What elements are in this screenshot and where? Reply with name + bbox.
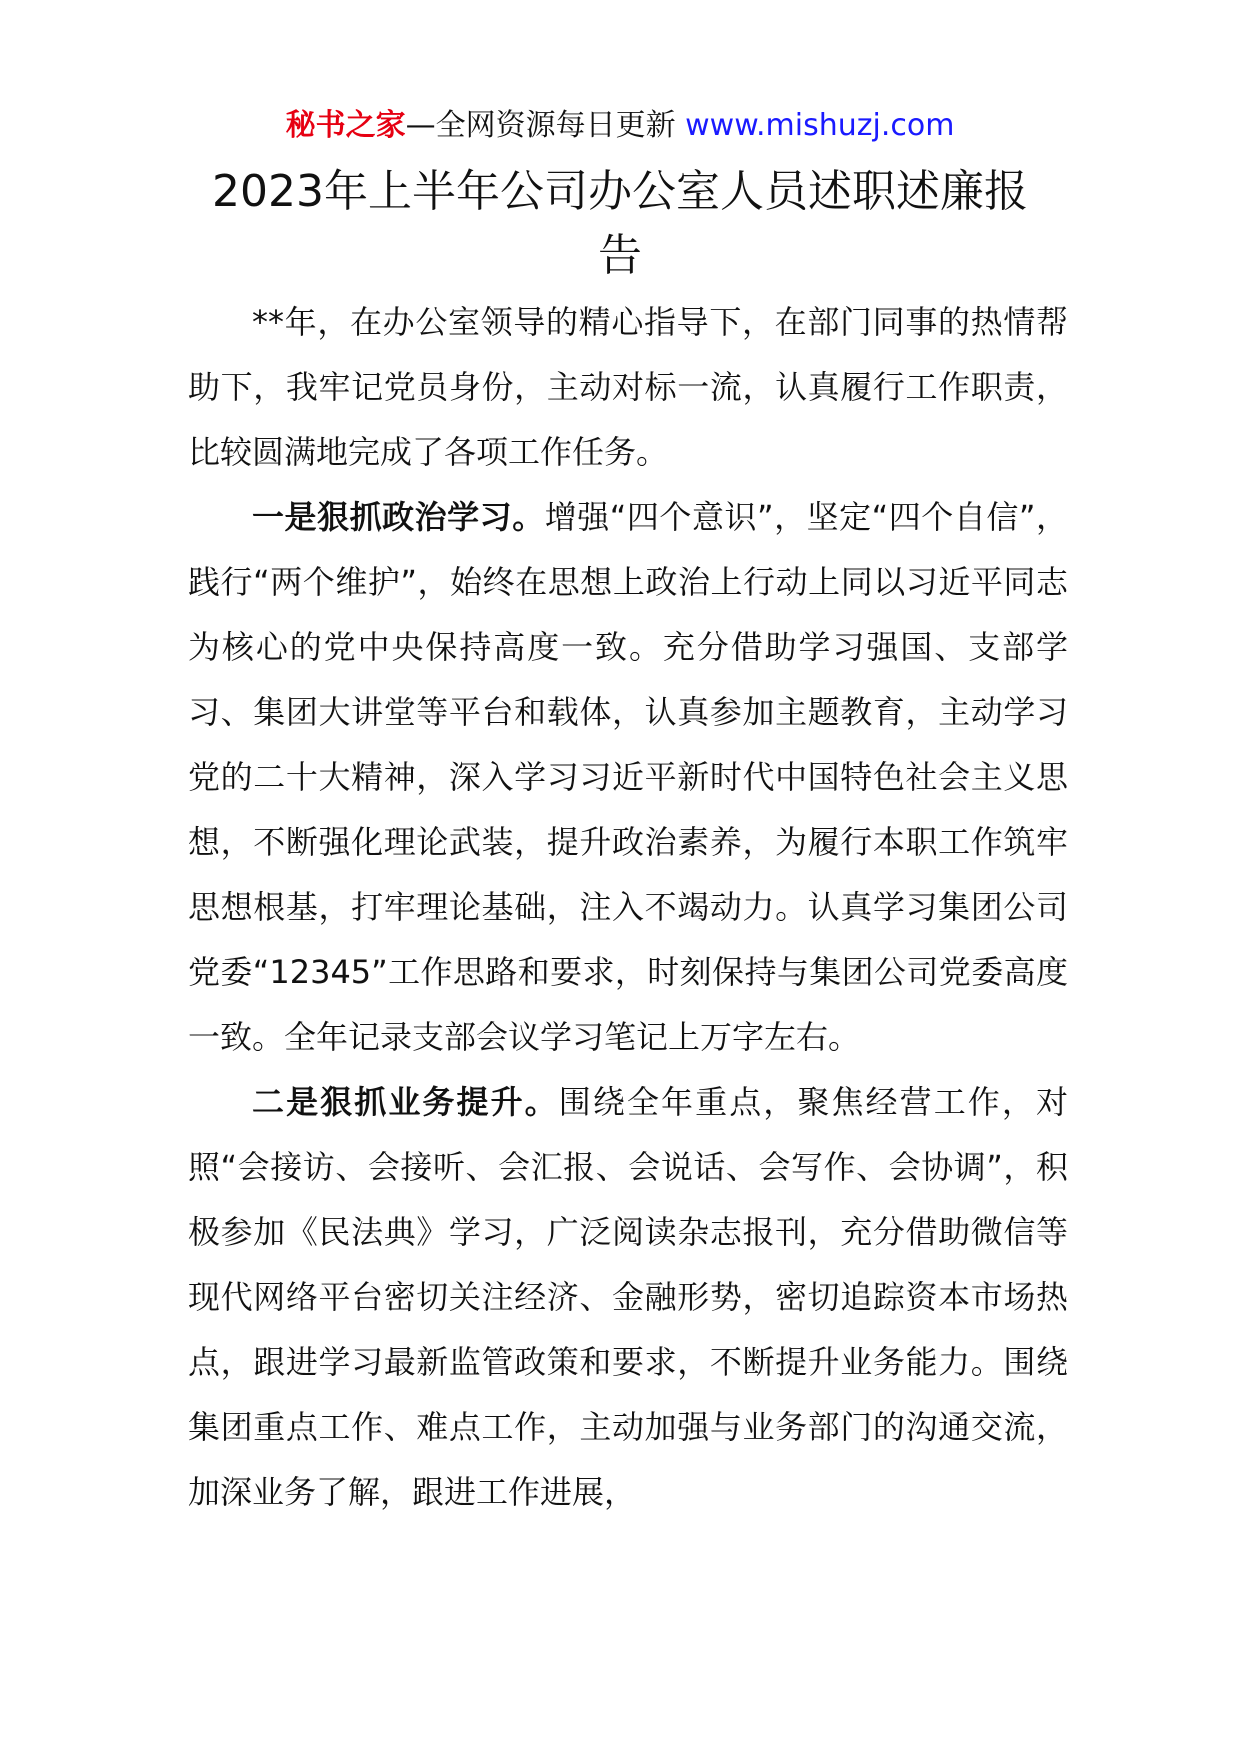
paragraph-intro — [188, 290, 1068, 485]
document-body — [188, 290, 1068, 1525]
paragraph-lead: 一是狠抓政治学习。 — [252, 498, 545, 536]
paragraph-business-improvement — [188, 1070, 1068, 1525]
paragraph-text: 增强“四个意识”，坚定“四个自信”，践行“两个维护”，始终在思想上政治上行动上同以习近平同志为核心的党中央保持高度一致。充分借助学习强国、支部学习、集团大讲堂等平台和载体，认真参加主题教育，主动学习党的二十大精神，深入学习习近平新时代中国特色社会主义思想，不断强化理论武装，提升政治素养，为履行本职工作筑牢思想根基，打牢理论基础，注入不竭动力。认真学习集团公司党委“12345”工作思路和要求，时刻保持与集团公司党委高度一致。全年记录支部会议学习笔记上万字左右。 — [188, 498, 1068, 1056]
paragraph-political-study — [188, 485, 1068, 1070]
site-url-link[interactable]: www.mishuzj.com — [685, 108, 955, 143]
paragraph-text: 围绕全年重点，聚焦经营工作，对照“会接访、会接听、会汇报、会说话、会写作、会协调”，积极参加《民法典》学习，广泛阅读杂志报刊，充分借助微信等现代网络平台密切关注经济、金融形势，密切追踪资本市场热点，跟进学习最新监管政策和要求，不断提升业务能力。围绕集团重点工作、难点工作，主动加强与业务部门的沟通交流，加深业务了解，跟进工作进展， — [188, 1083, 1068, 1511]
site-header — [0, 104, 1240, 148]
paragraph-text: **年，在办公室领导的精心指导下，在部门同事的热情帮助下，我牢记党员身份，主动对标一流，认真履行工作职责，比较圆满地完成了各项工作任务。 — [188, 303, 1068, 471]
document-title: 2023年上半年公司办公室人员述职述廉报告 — [212, 166, 1028, 281]
header-tagline: —全网资源每日更新 — [405, 108, 676, 143]
paragraph-lead: 二是狠抓业务提升。 — [252, 1083, 559, 1121]
brand-name: 秘书之家 — [285, 108, 406, 143]
